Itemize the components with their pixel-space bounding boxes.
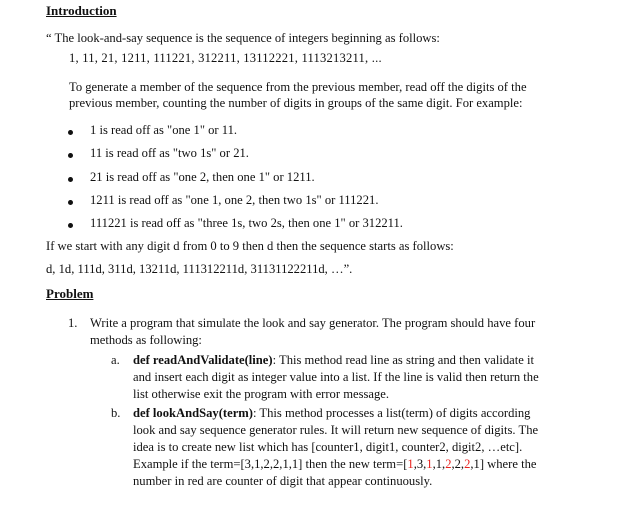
bullet-dot [68,223,73,228]
bullet-item: 1 is read off as "one 1" or 11. [90,123,238,137]
sub-item-letter-a: a. [111,353,120,367]
example-sep: ,3, [413,457,427,471]
item-line-1: Write a program that simulate the look and say generator. The program should have four [90,316,536,330]
sub-item-a-line-1 [133,352,534,369]
bullet-dot [68,200,73,205]
paragraph-line-1: To generate a member of the sequence from the previous member, read off the digits of the [69,80,527,94]
bullet-item: 1211 is read off as "one 1, one 2, then two 1s" or 111221. [90,193,379,207]
sequence-line: 1, 11, 21, 1211, 111221, 312211, 13112221, 1113213211, ... [69,51,382,65]
sub-item-a-line-2: and insert each digit as integer value into a list. If the line is valid then return the [133,370,539,384]
bullet-item: 11 is read off as "two 1s" or 21. [90,146,249,160]
counter-red: 2 [464,457,471,471]
quote-line: “ The look-and-say sequence is the sequence of integers beginning as follows: [46,31,440,45]
sub-item-b-line-1 [133,405,530,422]
bullet-item: 21 is read off as "one 2, then one 1" or 1211. [90,170,315,184]
example-sep: ,1, [432,457,446,471]
sub-item-letter-b: b. [111,406,121,420]
bullet-dot [68,153,73,158]
example-text: Example if the term=[3,1,2,2,1,1] then the new term=[ [133,457,408,471]
counter-red: 1 [407,457,414,471]
method-name-look-and-say: def lookAndSay(term) [133,406,253,420]
method-name-read-and-validate: def readAndValidate(line) [133,353,273,367]
bullet-dot [68,177,73,182]
example-sep: ,2, [451,457,465,471]
introduction-heading: Introduction [46,3,117,18]
problem-heading: Problem [46,286,94,301]
example-sep: ,1] where the [470,457,537,471]
sub-item-b-line-5: number in red are counter of digit that appear continuously. [133,474,433,488]
bullet-dot [68,130,73,135]
sub-item-b-line-3: idea is to create new list which has [counter1, digit1, counter2, digit2, …etc]. [133,440,523,454]
sub-item-a-line-3: list otherwise exit the program with error message. [133,387,390,401]
bullet-item: 111221 is read off as "three 1s, two 2s, then one 1" or 312211. [90,216,403,230]
method-description: : This method read line as string and then validate it [272,353,534,367]
item-number: 1. [68,316,78,330]
digit-line: If we start with any digit d from 0 to 9 then d then the sequence starts as follows: [46,239,454,253]
item-line-2: methods as following: [90,333,202,347]
sub-item-b-line-2: look and say sequence generator rules. It will return new sequence of digits. The [133,423,539,437]
method-description: : This method processes a list(term) of digits according [253,406,531,420]
paragraph-line-2: previous member, counting the number of digits in groups of the same digit. For example: [69,96,523,110]
sub-item-b-line-4 [133,456,536,473]
counter-red: 1 [426,457,433,471]
counter-red: 2 [445,457,452,471]
digit-sequence-line: d, 1d, 111d, 311d, 13211d, 111312211d, 31131122211d, …”. [46,262,353,276]
